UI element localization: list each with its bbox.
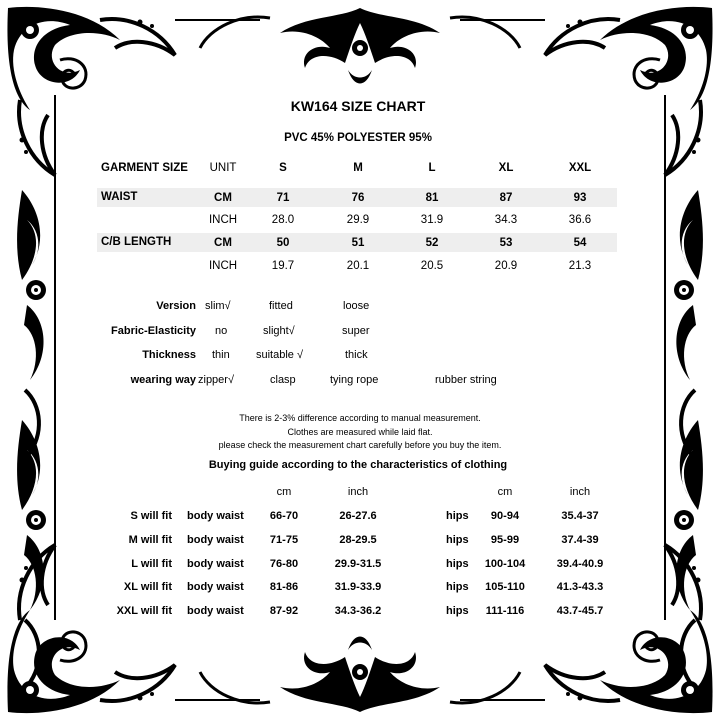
cell-value: 31.9 bbox=[420, 214, 444, 226]
cell-value: 54 bbox=[573, 237, 587, 249]
header-size-s: S bbox=[279, 162, 287, 174]
guide-fit: XXL will fit bbox=[116, 605, 172, 617]
attr-option: slim√ bbox=[205, 300, 231, 312]
guide-hips-label: hips bbox=[446, 581, 469, 593]
guide-hips-cm: 90-94 bbox=[490, 510, 520, 522]
guide-hips-inch: 37.4-39 bbox=[561, 534, 599, 546]
attr-option: slight√ bbox=[263, 325, 295, 337]
guide-waist-inch: 31.9-33.9 bbox=[334, 581, 382, 593]
note-line: Clothes are measured while laid flat. bbox=[287, 427, 433, 437]
attr-option: thin bbox=[212, 349, 230, 361]
guide-fit: M will fit bbox=[128, 534, 172, 546]
guide-part: body waist bbox=[187, 581, 244, 593]
cell-value: 20.5 bbox=[420, 260, 444, 272]
guide-fit: S will fit bbox=[130, 510, 172, 522]
guide-hips-cm: 95-99 bbox=[490, 534, 520, 546]
guide-waist-inch: 34.3-36.2 bbox=[334, 605, 382, 617]
attr-option: zipper√ bbox=[198, 374, 234, 386]
row-unit: INCH bbox=[208, 214, 238, 226]
cell-value: 93 bbox=[573, 192, 587, 204]
row-unit: CM bbox=[214, 237, 232, 249]
cell-value: 71 bbox=[276, 192, 290, 204]
guide-waist-inch: 29.9-31.5 bbox=[334, 558, 382, 570]
guide-hips-inch: 43.7-45.7 bbox=[556, 605, 604, 617]
cell-value: 76 bbox=[351, 192, 365, 204]
cell-value: 29.9 bbox=[346, 214, 370, 226]
guide-hips-inch: 41.3-43.3 bbox=[556, 581, 604, 593]
guide-hips-label: hips bbox=[446, 534, 469, 546]
header-size-l: L bbox=[428, 162, 436, 174]
attr-option: no bbox=[215, 325, 228, 337]
row-label-cb-length: C/B LENGTH bbox=[101, 236, 172, 248]
cell-value: 52 bbox=[425, 237, 439, 249]
attr-option: suitable √ bbox=[256, 349, 304, 361]
guide-unit-cm-hips: cm bbox=[497, 486, 513, 498]
attr-option: rubber string bbox=[435, 374, 497, 386]
guide-waist-inch: 28-29.5 bbox=[339, 534, 377, 546]
guide-part: body waist bbox=[187, 605, 244, 617]
cell-value: 28.0 bbox=[271, 214, 295, 226]
cell-value: 20.1 bbox=[346, 260, 370, 272]
cell-value: 19.7 bbox=[271, 260, 295, 272]
guide-unit-inch-hips: inch bbox=[569, 486, 591, 498]
chart-title: KW164 SIZE CHART bbox=[290, 98, 426, 114]
attr-label-wearing-way: wearing way bbox=[130, 374, 196, 386]
guide-title: Buying guide according to the characteristics of clothing bbox=[208, 459, 508, 471]
guide-waist-cm: 71-75 bbox=[269, 534, 299, 546]
header-size-m: M bbox=[353, 162, 363, 174]
guide-waist-cm: 76-80 bbox=[269, 558, 299, 570]
guide-waist-cm: 66-70 bbox=[269, 510, 299, 522]
header-size-xl: XL bbox=[498, 162, 514, 174]
cell-value: 81 bbox=[425, 192, 439, 204]
guide-hips-cm: 100-104 bbox=[484, 558, 526, 570]
guide-part: body waist bbox=[187, 558, 244, 570]
cell-value: 34.3 bbox=[494, 214, 518, 226]
guide-hips-label: hips bbox=[446, 558, 469, 570]
cell-value: 36.6 bbox=[568, 214, 592, 226]
attr-option: super bbox=[342, 325, 370, 337]
attr-label-version: Version bbox=[156, 300, 196, 312]
row-unit: INCH bbox=[208, 260, 238, 272]
attr-option: thick bbox=[345, 349, 368, 361]
guide-waist-cm: 81-86 bbox=[269, 581, 299, 593]
attr-option: tying rope bbox=[330, 374, 379, 386]
row-unit: CM bbox=[214, 192, 232, 204]
cell-value: 87 bbox=[499, 192, 513, 204]
guide-part: body waist bbox=[187, 510, 244, 522]
attr-option: fitted bbox=[269, 300, 293, 312]
header-unit: UNIT bbox=[209, 162, 237, 174]
note-line: please check the measurement chart carefully before you buy the item. bbox=[218, 440, 502, 450]
guide-hips-inch: 39.4-40.9 bbox=[556, 558, 604, 570]
guide-waist-cm: 87-92 bbox=[269, 605, 299, 617]
header-size-xxl: XXL bbox=[568, 162, 592, 174]
guide-fit: L will fit bbox=[131, 558, 172, 570]
header-garment-size: GARMENT SIZE bbox=[101, 162, 188, 174]
cell-value: 53 bbox=[499, 237, 513, 249]
guide-hips-label: hips bbox=[446, 510, 469, 522]
guide-hips-cm: 105-110 bbox=[485, 581, 525, 593]
guide-unit-inch: inch bbox=[347, 486, 369, 498]
attr-option: clasp bbox=[270, 374, 296, 386]
cell-value: 51 bbox=[351, 237, 365, 249]
cell-value: 50 bbox=[276, 237, 290, 249]
guide-hips-inch: 35.4-37 bbox=[561, 510, 599, 522]
material-line: PVC 45% POLYESTER 95% bbox=[284, 132, 432, 144]
guide-hips-cm: 111-116 bbox=[485, 605, 525, 617]
guide-unit-cm: cm bbox=[276, 486, 292, 498]
guide-waist-inch: 26-27.6 bbox=[339, 510, 377, 522]
attr-option: loose bbox=[343, 300, 370, 312]
guide-part: body waist bbox=[187, 534, 244, 546]
attr-label-thickness: Thickness bbox=[142, 349, 196, 361]
cell-value: 21.3 bbox=[568, 260, 592, 272]
guide-hips-label: hips bbox=[446, 605, 469, 617]
row-label-waist: WAIST bbox=[101, 191, 138, 203]
attr-label-fabric-elasticity: Fabric-Elasticity bbox=[111, 325, 196, 337]
guide-fit: XL will fit bbox=[123, 581, 172, 593]
note-line: There is 2-3% difference according to manual measurement. bbox=[239, 413, 481, 423]
cell-value: 20.9 bbox=[494, 260, 518, 272]
